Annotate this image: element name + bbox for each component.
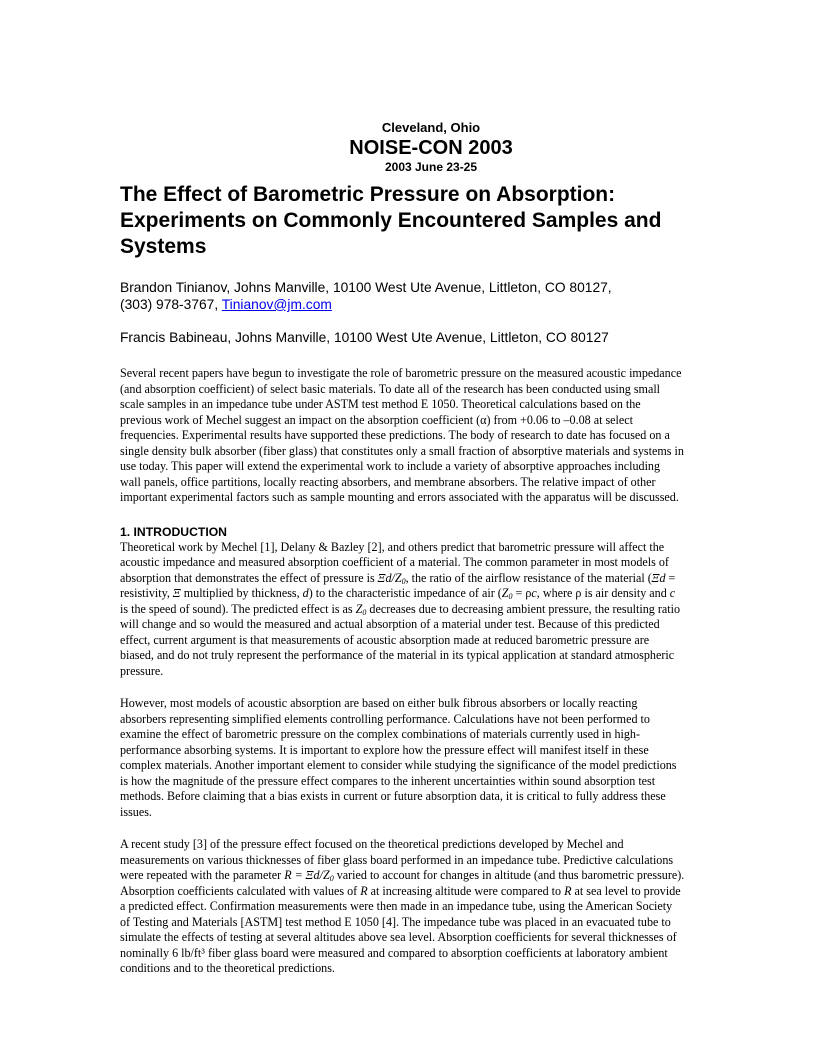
conference-date: 2003 June 23-25 xyxy=(384,160,478,174)
text-run: resistivity, xyxy=(120,586,173,600)
paragraph-line: acoustic impedance and measured absorption coefficient of a material. The common parameter in most models of xyxy=(120,555,669,569)
symbol-c: c xyxy=(669,586,676,600)
symbol-z0: $Z_0$ xyxy=(355,601,367,617)
symbol-c: c xyxy=(531,586,537,600)
abstract-line: important experimental factors such as sample mounting and errors associated with the apparatus will be discussed. xyxy=(120,490,679,504)
paragraph-line xyxy=(120,602,742,618)
author-1 xyxy=(120,279,742,313)
symbol-r: R xyxy=(564,883,572,898)
author-1-contact xyxy=(120,296,742,313)
paragraph-line: conditions and to the theoretical predictions. xyxy=(120,961,335,975)
paragraph-line: effect, current argument is that measurements of acoustic absorption made at reduced barometric pressure are xyxy=(120,632,650,647)
intro-paragraph-1 xyxy=(120,540,742,680)
symbol-xi: Ξ xyxy=(172,587,181,600)
text-run: absorption that demonstrates the effect of pressure is xyxy=(120,570,378,585)
text-run: multiplied by thickness, xyxy=(180,586,303,600)
paragraph-line: nominally 6 lb/ft³ fiber glass board were measured and compared to absorption coefficients at laboratory ambient xyxy=(120,945,668,960)
paragraph-line xyxy=(120,868,742,884)
conference-name: NOISE-CON 2003 xyxy=(349,137,513,159)
paragraph-line: simulate the effects of testing at several altitudes above sea level. Absorption coefficients for several thicknesses of xyxy=(120,930,677,944)
abstract-line: wall panels, office partitions, locally reacting absorbers, and membrane absorbers. The relative impact of other xyxy=(120,474,656,489)
text-run: were repeated with the parameter xyxy=(120,868,285,882)
paragraph-line: examine the effect of barometric pressure on the complex combinations of materials currently used in high- xyxy=(120,727,640,741)
paragraph-line: performance absorbing systems. It is important to explore how the pressure effect will manifest itself in these xyxy=(120,742,649,757)
paragraph-line: methods. Before claiming that a bias exists in current or future absorption data, it is critical to fully address these xyxy=(120,789,666,803)
text-run: , where ρ is air density and xyxy=(536,586,670,600)
paragraph-line: is how the magnitude of the pressure effect compares to the inherent uncertainties within sound absorption test xyxy=(120,773,656,788)
text-run: Absorption coefficients calculated with values of xyxy=(120,883,361,898)
paragraph-line: a predicted effect. Confirmation measurements were then made in an impedance tube, using the American Society xyxy=(120,899,673,913)
title-line: Experiments on Commonly Encountered Samples and xyxy=(120,209,662,232)
paragraph-line: Theoretical work by Mechel [1], Delany & Bazley [2], and others predict that barometric pressure will affect the xyxy=(120,539,665,554)
symbol-r: R xyxy=(360,883,368,898)
paragraph-line xyxy=(120,571,742,587)
conference-location: Cleveland, Ohio xyxy=(381,120,481,135)
abstract-line: single density bulk absorber (fiber glass) that constitutes only a small fraction of absorptive materials and systems in xyxy=(120,443,684,458)
equation-xi-d: Ξd xyxy=(651,570,666,585)
abstract-line: (and absorption coefficient) of select basic materials. To date all of the research has been conducted using small xyxy=(120,381,661,396)
abstract-line: frequencies. Experimental results have supported these predictions. The body of research to date has focused on a xyxy=(120,428,670,442)
paragraph-line: pressure. xyxy=(120,663,164,678)
author-2: Francis Babineau, Johns Manville, 10100 West Ute Avenue, Littleton, CO 80127 xyxy=(120,330,609,345)
intro-paragraph-3 xyxy=(120,837,742,977)
equation-r-equals: $R = \Xi d/Z_0$ xyxy=(284,868,334,883)
paragraph-line: However, most models of acoustic absorption are based on either bulk fibrous absorbers or locally reacting xyxy=(120,696,638,710)
paragraph-line: issues. xyxy=(120,804,152,819)
symbol-d: d xyxy=(302,586,309,600)
paragraph-line: measurements on various thicknesses of fiber glass board performed in an impedance tube. Predictive calculations xyxy=(120,852,674,867)
title-line: The Effect of Barometric Pressure on Absorption: xyxy=(120,183,616,206)
paper-title xyxy=(120,182,742,260)
abstract-line: Several recent papers have begun to investigate the role of barometric pressure on the measured acoustic impedance xyxy=(120,366,682,380)
conference-header xyxy=(120,120,742,174)
text-run: , the ratio of the airflow resistance of the material ( xyxy=(405,570,652,585)
text-run: decreases due to decreasing ambient pressure, the resulting ratio xyxy=(366,601,681,616)
text-run: ) to the characteristic impedance of air ( xyxy=(308,586,502,600)
title-line: Systems xyxy=(120,235,207,258)
author-1-email-link[interactable]: Tinianov@jm.com xyxy=(221,297,332,312)
intro-paragraph-2 xyxy=(120,696,742,820)
text-run: = xyxy=(665,570,676,585)
paragraph-line: A recent study [3] of the pressure effect focused on the theoretical predictions developed by Mechel and xyxy=(120,837,624,851)
paragraph-line: biased, and do not truly represent the performance of the material in its typical application at standard atmospheric xyxy=(120,648,675,662)
text-run: is the speed of sound). The predicted effect is as xyxy=(120,601,356,616)
paragraph-line xyxy=(120,586,742,602)
paragraph-line xyxy=(120,884,742,900)
paragraph-line: absorbers representing simplified elements controlling performance. Calculations have not been performed to xyxy=(120,711,650,726)
author-1-affiliation: Brandon Tinianov, Johns Manville, 10100 West Ute Avenue, Littleton, CO 80127, xyxy=(120,280,612,295)
author-1-phone: (303) 978-3767, xyxy=(120,297,222,312)
abstract-line: use today. This paper will extend the experimental work to include a variety of absorptive approaches including xyxy=(120,459,661,473)
text-run: at sea level to provide xyxy=(571,883,681,898)
page-content xyxy=(120,120,742,977)
abstract-line: scale samples in an impedance tube under ASTM test method E 1050. Theoretical calculations based on the xyxy=(120,397,641,411)
symbol-z0: $Z_0$ xyxy=(501,586,513,601)
section-heading-introduction: 1. INTRODUCTION xyxy=(120,524,227,539)
paragraph-line: of Testing and Materials [ASTM] test method E 1050 [4]. The impedance tube was placed in an evacuated tube to xyxy=(120,914,671,929)
paragraph-line: will change and so would the measured and actual absorption of a material under test. Because of this predicted xyxy=(120,617,660,631)
equation-xi-d-over-z0: $\Xi d/Z_0$ xyxy=(377,570,406,586)
text-run: at increasing altitude were compared to xyxy=(367,883,565,898)
text-run: = ρ xyxy=(512,586,532,600)
abstract xyxy=(120,366,742,506)
text-run: varied to account for changes in altitude (and thus barometric pressure). xyxy=(333,868,685,882)
abstract-line: previous work of Mechel suggest an impact on the absorption coefficient (α) from +0.06 to –0.08 at select xyxy=(120,412,634,427)
paragraph-line: complex materials. Another important element to consider while studying the significance of the model predictions xyxy=(120,758,677,772)
